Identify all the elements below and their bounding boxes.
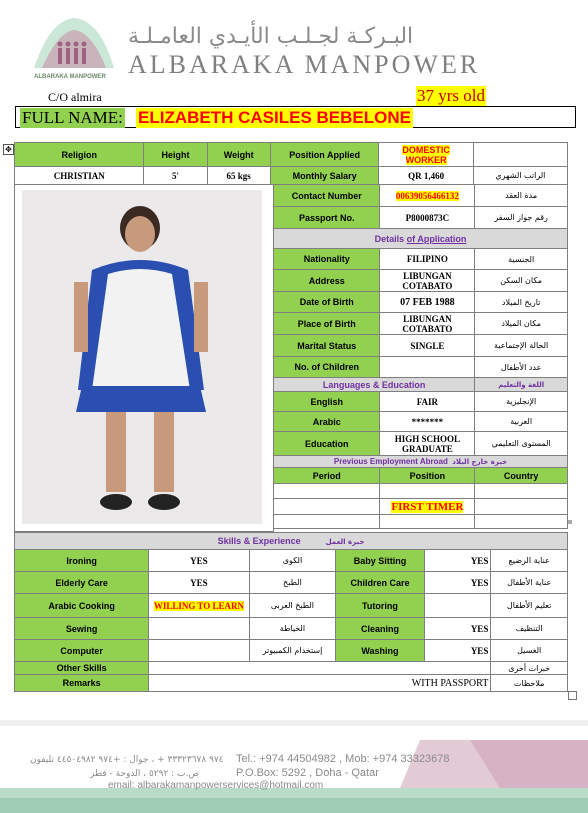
footer-email[interactable]: email: albarakamanpowerservices@hotmail.com [108,780,324,791]
full-name-value: ELIZABETH CASILES BEBELONE [138,108,411,127]
dob-value: 07 FEB 1988 [380,292,475,313]
personal-info-table [14,142,568,185]
skills-title-row: Skills & Experience خبرة العمل [15,533,568,550]
marital-arabic: الحالة الإجتماعية [475,335,568,357]
logo-caption: ALBARAKA MANPOWER [34,74,106,80]
skill-arabic: التنظيف [491,618,568,640]
passport-arabic: رقم جواز السفر [475,207,568,229]
skill-label: Baby Sitting [336,550,425,572]
full-name-label: FULL NAME: [22,108,123,127]
children-value [380,357,475,378]
applicant-photo [22,190,262,524]
arabic-arabic: العربية [475,412,568,432]
skill-arabic: عناية الأطفال [491,572,568,594]
skill-value: YES [149,572,249,594]
skill-arabic: الطبخ [249,572,336,594]
pob-label: Place of Birth [274,313,380,335]
height-value: 5' [144,167,207,185]
skill-label: Arabic Cooking [15,594,149,618]
skill-label: Ironing [15,550,149,572]
dob-label: Date of Birth [274,292,380,313]
skill-arabic: الغسيل [491,640,568,662]
footer-pobox-arabic: ص.ب : ٥٢٩٢ ، الدوحة - قطر [90,769,200,779]
religion-value: CHRISTIAN [15,167,144,185]
skill-value [149,640,249,662]
position-header: Position Applied [270,143,379,167]
first-timer-label: FIRST TIMER [391,500,464,513]
skill-value: WILLING TO LEARN [153,600,245,611]
address-arabic: مكان السكن [475,270,568,292]
care-of: C/O almira [48,90,102,104]
skill-value: YES [424,550,491,572]
skill-label: Elderly Care [15,572,149,594]
remarks-value: WITH PASSPORT [149,675,491,692]
nationality-value: FILIPINO [380,249,475,270]
nationality-label: Nationality [274,249,380,270]
company-name-english: ALBARAKA MANPOWER [128,50,481,79]
address-label: Address [274,270,380,292]
details-section-title: Details of Application [274,229,568,249]
marital-label: Marital Status [274,335,380,357]
arabic-value: ******* [380,412,475,432]
contact-label: Contact Number [274,185,380,207]
skills-table [14,532,568,692]
details-table [273,184,568,529]
position-value: DOMESTIC WORKER [402,144,450,165]
footer-phone: Tel.: +974 44504982 , Mob: +974 33323678 [236,753,450,765]
skill-label: Sewing [15,618,149,640]
children-label: No. of Children [274,357,380,378]
arabic-label: Arabic [274,412,380,432]
row-marker [568,520,572,524]
skill-label: Washing [336,640,425,662]
skill-arabic: الخياطة [249,618,336,640]
education-value: HIGH SCHOOL GRADUATE [380,432,475,456]
skill-arabic: الكوى [249,550,336,572]
table-move-handle-icon[interactable]: ✥ [3,144,14,155]
pob-arabic: مكان الميلاد [475,313,568,335]
english-label: English [274,392,380,412]
skill-value: YES [424,618,491,640]
address-value: LIBUNGAN COTABATO [380,270,475,292]
salary-value: QR 1,460 [379,167,473,185]
salary-label: Monthly Salary [270,167,379,185]
skill-value [149,618,249,640]
country-header: Country [475,468,568,484]
footer-pobox: P.O.Box: 5292 , Doha - Qatar [236,767,379,779]
table-resize-handle[interactable] [568,691,577,700]
contact-value: 00639056466132 [395,190,459,201]
education-label: Education [274,432,380,456]
children-arabic: عدد الأطفال [475,357,568,378]
skill-value: YES [424,572,491,594]
remarks-label: Remarks [15,675,149,692]
languages-title: Languages & Education [322,379,426,390]
english-arabic: الإنجليزية [475,392,568,412]
skill-value: YES [149,550,249,572]
marital-value: SINGLE [380,335,475,357]
company-logo [30,10,118,82]
contact-arabic: مدة العقد [475,185,568,207]
skill-arabic: إستخدام الكمبيوتر [249,640,336,662]
other-skills-arabic: خبرات أخرى [491,662,568,675]
company-name-arabic: البـركـة لجـلـب الأيـدي العامـلـة [128,24,414,49]
religion-header: Religion [15,143,144,167]
footer-phone-arabic: ٩٧٤ ٣٣٣٢٣٦٧٨ + ، جوال : +٩٧٤ ٤٤٥٠٤٩٨٢ تليفون [30,755,224,765]
education-arabic: المستوى التعليمي [475,432,568,456]
skill-arabic: تعليم الأطفال [491,594,568,618]
passport-label: Passport No. [274,207,380,229]
other-skills-label: Other Skills [15,662,149,675]
skill-arabic: عناية الرضيع [491,550,568,572]
weight-header: Weight [207,143,270,167]
skill-label: Children Care [336,572,425,594]
position-col-header: Position [380,468,475,484]
skill-arabic: الطبخ العربى [249,594,336,618]
skill-label: Cleaning [336,618,425,640]
skill-label: Tutoring [336,594,425,618]
height-header: Height [144,143,207,167]
weight-value: 65 kgs [207,167,270,185]
remarks-arabic: ملاحظات [491,675,568,692]
salary-arabic: الراتب الشهري [473,167,567,185]
languages-title-arabic: اللغة والتعليم [475,378,568,392]
skill-value [424,594,491,618]
nationality-arabic: الجنسية [475,249,568,270]
dob-arabic: تاريخ الميلاد [475,292,568,313]
skill-value: YES [424,640,491,662]
age-label: 37 yrs old [417,86,485,105]
period-header: Period [274,468,380,484]
pob-value: LIBUNGAN COTABATO [380,313,475,335]
previous-employment-title: Previous Employment Abroad خبرة خارج البلاد [274,456,568,468]
english-value: FAIR [380,392,475,412]
skill-label: Computer [15,640,149,662]
passport-value: P8000873C [380,207,475,229]
